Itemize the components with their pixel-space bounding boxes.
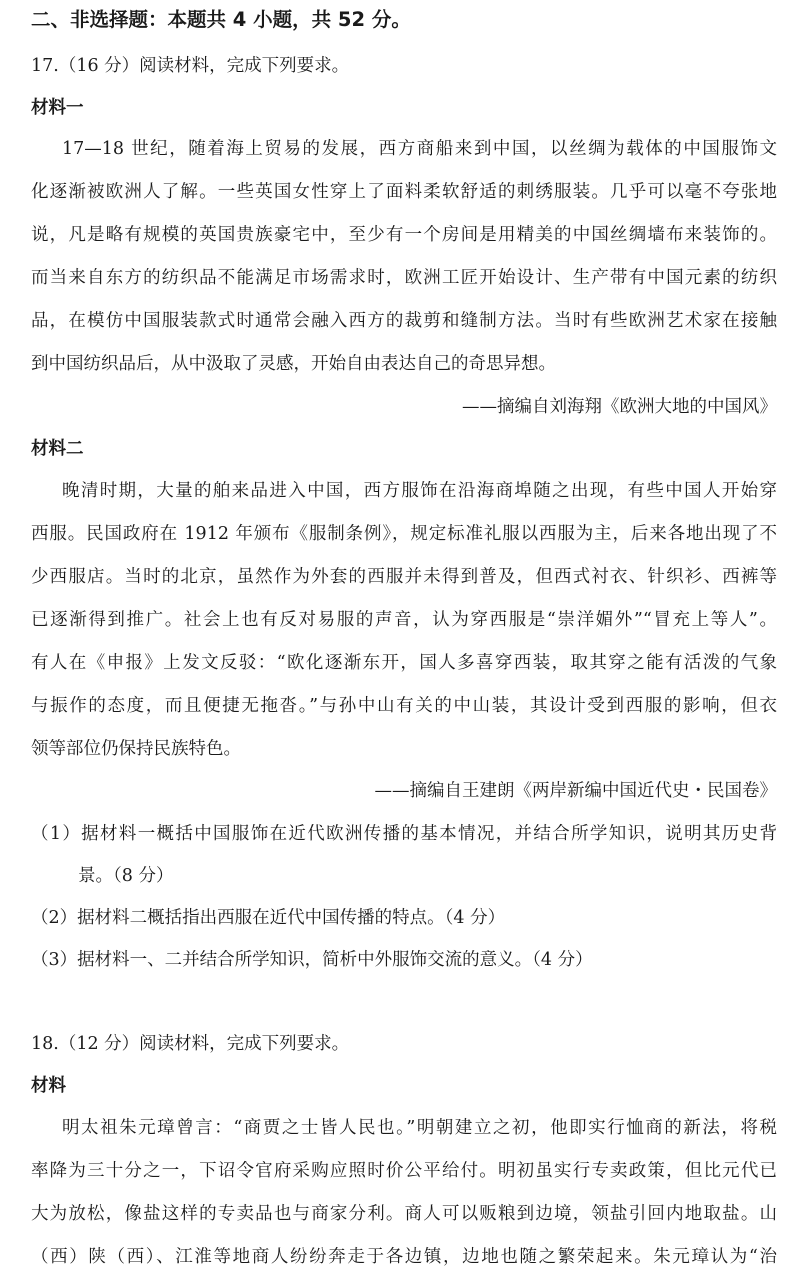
q17-stem: 17.（16 分）阅读材料，完成下列要求。 [31,56,350,76]
q17-subquestion-1: （1）据材料一概括中国服饰在近代欧洲传播的基本情况，并结合所学知识，说明其历史背 [31,824,777,844]
q17-m1-line: 说，凡是略有规模的英国贵族豪宅中，至少有一个房间是用精美的中国丝绸墙布来装饰的。 [31,225,777,245]
q17-material-2-heading: 材料二 [31,439,84,459]
q17-m1-line: 到中国纺织品后，从中汲取了灵感，开始自由表达自己的奇思异想。 [31,354,556,374]
q18-m-line: （西）陕（西）、江淮等地商人纷纷奔走于各边镇，边地也随之繁荣起来。朱元璋认为“治 [31,1247,777,1267]
q17-subquestion-2: （2）据材料二概括指出西服在近代中国传播的特点。（4 分） [31,908,506,928]
q18-stem: 18.（12 分）阅读材料，完成下列要求。 [31,1034,350,1054]
q17-subquestion-1-cont: 景。（8 分） [78,866,174,886]
q17-m2-line: 有人在《申报》上发文反驳：“欧化逐渐东开，国人多喜穿西装，取其穿之能有活泼的气象 [31,653,777,673]
q17-m2-line: 与振作的态度，而且便捷无拖沓。”与孙中山有关的中山装，其设计受到西服的影响，但衣 [31,696,777,716]
q17-m2-line: 已逐渐得到推广。社会上也有反对易服的声音，认为穿西服是“崇洋媚外”“冒充上等人”。 [31,610,777,630]
q17-subquestion-3: （3）据材料一、二并结合所学知识，简析中外服饰交流的意义。（4 分） [31,950,593,970]
q17-m2-line: 领等部位仍保持民族特色。 [31,739,241,759]
q18-material-heading: 材料 [31,1076,66,1096]
q17-m2-source: ——摘编自王建朗《两岸新编中国近代史・民国卷》 [374,781,777,801]
q17-m1-line: 17—18 世纪，随着海上贸易的发展，西方商船来到中国，以丝绸为载体的中国服饰文 [62,139,777,159]
q18-m-line: 大为放松，像盐这样的专卖品也与商家分利。商人可以贩粮到边境，领盐引回内地取盐。山 [31,1204,777,1224]
q18-m-line: 明太祖朱元璋曾言：“商贾之士皆人民也。”明朝建立之初，他即实行恤商的新法，将税 [62,1118,777,1138]
q18-m-line: 率降为三十分之一，下诏令官府采购应照时价公平给付。明初虽实行专卖政策，但比元代已 [31,1161,777,1181]
q17-m1-line: 而当来自东方的纺织品不能满足市场需求时，欧洲工匠开始设计、生产带有中国元素的纺织 [31,268,777,288]
q17-m2-line: 西服。民国政府在 1912 年颁布《服制条例》，规定标准礼服以西服为主，后来各地出现了不 [31,524,777,544]
q17-m2-line: 少西服店。当时的北京，虽然作为外套的西服并未得到普及，但西式衬衣、针织衫、西裤等 [31,567,777,587]
q17-m2-line: 晚清时期，大量的舶来品进入中国，西方服饰在沿海商埠随之出现，有些中国人开始穿 [62,481,777,501]
q17-m1-line: 化逐渐被欧洲人了解。一些英国女性穿上了面料柔软舒适的刺绣服装。几乎可以毫不夸张地 [31,182,777,202]
q17-m1-line: 品，在模仿中国服装款式时通常会融入西方的裁剪和缝制方法。当时有些欧洲艺术家在接触 [31,311,777,331]
q17-m1-source: ——摘编自刘海翔《欧洲大地的中国风》 [462,397,777,417]
section-title: 二、非选择题：本题共 4 小题，共 52 分。 [31,8,411,31]
q17-material-1-heading: 材料一 [31,98,84,118]
